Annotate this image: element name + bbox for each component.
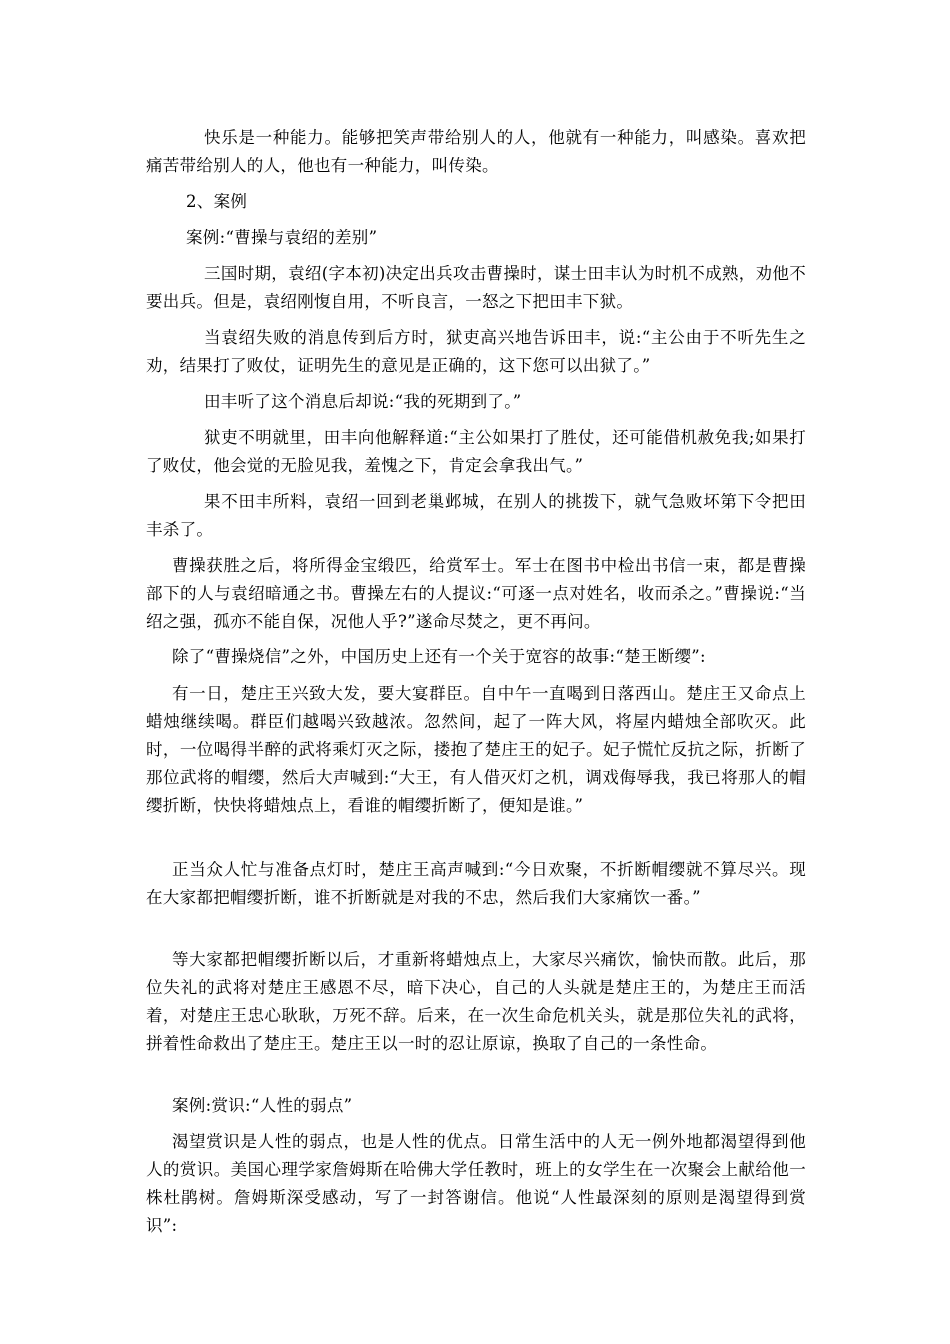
paragraph-tianfeng-explains: 狱吏不明就里，田丰向他解释道:“主公如果打了胜仗，还可能借机赦免我;如果打了败仗，他会觉的无脸见我，羞愧之下，肯定会拿我出气。”	[146, 428, 806, 475]
paragraph-yuanshao-defeat: 当袁绍失败的消息传到后方时，狱吏高兴地告诉田丰，说:“主公由于不听先生之劝，结果打了败仗，证明先生的意见是正确的，这下您可以出狱了。”	[146, 328, 806, 375]
paragraph-chu-king-banquet: 有一日，楚庄王兴致大发，要大宴群臣。自中午一直喝到日落西山。楚庄王又命点上蜡烛继续喝。群臣们越喝兴致越浓。忽然间，起了一阵大风，将屋内蜡烛全部吹灭。此时，一位喝得半醉的武将乘灯灭之际，搂抱了楚庄王的妃子。妃子慌忙反抗之际，折断了那位武将的帽缨，然后大声喊到:“大王，有人借灭灯之机，调戏侮辱我，我已将那人的帽缨折断，快快将蜡烛点上，看谁的帽缨折断了，便知是谁。”	[146, 684, 806, 815]
case-title-human-weakness: 案例:赏识:“人性的弱点”	[172, 1096, 353, 1115]
paragraph-tianfeng-reply: 田丰听了这个消息后却说:“我的死期到了。”	[204, 392, 522, 411]
paragraph-chu-king-command: 正当众人忙与准备点灯时，楚庄王高声喊到:“今日欢聚，不折断帽缨就不算尽兴。现在大家都把帽缨折断，谁不折断就是对我的不忠，然后我们大家痛饮一番。”	[146, 860, 806, 907]
paragraph-chu-king-intro: 除了“曹操烧信”之外，中国历史上还有一个关于宽容的故事:“楚王断缨”:	[172, 647, 706, 666]
section-heading-cases: 2、案例	[186, 192, 248, 211]
paragraph-three-kingdoms: 三国时期，袁绍(字本初)决定出兵攻击曹操时，谋士田丰认为时机不成熟，劝他不要出兵。但是，袁绍刚愎自用，不听良言，一怒之下把田丰下狱。	[146, 264, 806, 311]
paragraph-happiness: 快乐是一种能力。能够把笑声带给别人的人，他就有一种能力，叫感染。喜欢把痛苦带给别人的人，他也有一种能力，叫传染。	[146, 128, 806, 175]
case-title-caocao-yuanshao: 案例:“曹操与袁绍的差别”	[186, 228, 378, 247]
paragraph-general-gratitude: 等大家都把帽缨折断以后，才重新将蜡烛点上，大家尽兴痛饮，愉快而散。此后，那位失礼的武将对楚庄王感恩不尽，暗下决心，自己的人头就是楚庄王的，为楚庄王而活着，对楚庄王忠心耿耿，万死不辞。后来，在一次生命危机关头，就是那位失礼的武将，拼着性命救出了楚庄王。楚庄王以一时的忍让原谅，换取了自己的一条性命。	[146, 950, 806, 1053]
paragraph-desire-appreciation: 渴望赏识是人性的弱点，也是人性的优点。日常生活中的人无一例外地都渴望得到他人的赏识。美国心理学家詹姆斯在哈佛大学任教时，班上的女学生在一次聚会上献给他一株杜鹃树。詹姆斯深受感动，写了一封答谢信。他说“人性最深刻的原则是渴望得到赏识”:	[146, 1132, 806, 1235]
paragraph-tianfeng-killed: 果不田丰所料，袁绍一回到老巢邺城，在别人的挑拨下，就气急败坏第下令把田丰杀了。	[146, 492, 806, 539]
paragraph-caocao-burns-letters: 曹操获胜之后，将所得金宝缎匹，给赏军士。军士在图书中检出书信一束，都是曹操部下的人与袁绍暗通之书。曹操左右的人提议:“可逐一点对姓名，收而杀之。”曹操说:“当绍之强，孤亦不能自保，况他人乎?”遂命尽焚之，更不再问。	[146, 556, 806, 631]
